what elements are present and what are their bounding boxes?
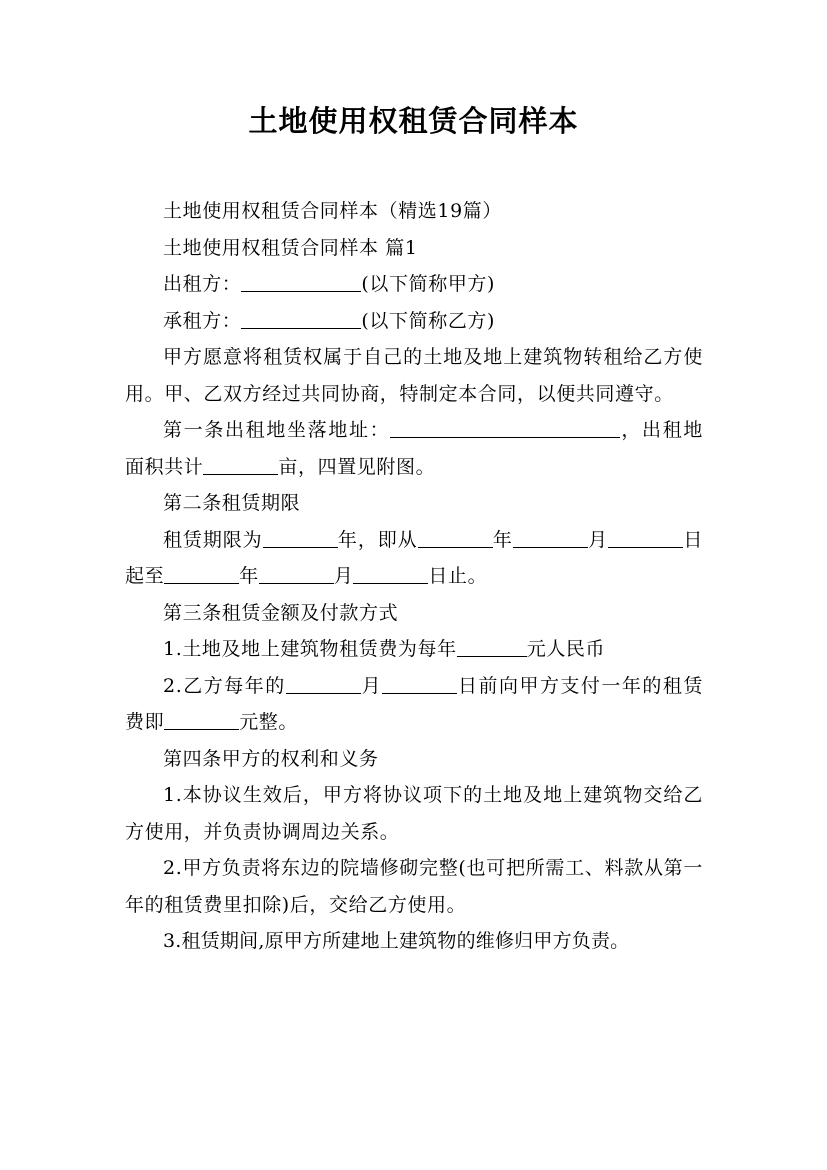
subtitle — [125, 193, 703, 230]
subtitle-text: 土地使用权租赁合同样本（精选19篇） — [163, 200, 502, 222]
article3-item2 — [125, 668, 703, 741]
article3-item2-text-c: 日前向甲方支付一年的租赁费即 — [125, 674, 703, 733]
article4-item1-text: 1.本协议生效后，甲方将协议项下的土地及地上建筑物交给乙方使用，并负责协调周边关系。 — [125, 784, 703, 843]
annual-fee-blank — [457, 637, 527, 657]
article3-item1 — [125, 631, 703, 668]
article2-text-g: 月 — [333, 565, 354, 587]
pay-month-blank — [286, 674, 361, 694]
article2-text-c: 年 — [492, 528, 513, 551]
lessee-line — [125, 303, 703, 340]
section-heading-text: 土地使用权租赁合同样本 篇1 — [163, 236, 418, 259]
intro-paragraph — [125, 339, 703, 412]
start-day-blank — [608, 528, 683, 548]
address-blank — [390, 418, 620, 438]
lessee-suffix: (以下简称乙方) — [361, 309, 496, 332]
article1-text-b: ，出租地面积共计 — [125, 419, 703, 478]
article4-heading-text: 第四条甲方的权利和义务 — [163, 747, 379, 770]
article3-heading — [125, 595, 703, 632]
article1-text-a: 第一条出租地坐落地址： — [163, 419, 391, 441]
article3-item2-text-d: 元整。 — [239, 711, 299, 733]
end-day-blank — [353, 564, 428, 584]
end-year-blank — [164, 564, 239, 584]
article3-item1-text-b: 元人民币 — [526, 638, 606, 660]
document-body — [125, 193, 703, 960]
article2-text-f: 年 — [239, 565, 259, 587]
article2-text-d: 月 — [587, 528, 609, 551]
article4-item2 — [125, 850, 703, 923]
article3-item2-text-a: 2.乙方每年的 — [163, 674, 286, 697]
start-year-blank — [418, 528, 493, 548]
lessor-label: 出租方： — [163, 273, 242, 295]
pay-amount-blank — [164, 710, 239, 730]
article1-paragraph — [125, 412, 703, 485]
article3-item1-text-a: 1.土地及地上建筑物租赁费为每年 — [163, 638, 457, 660]
article1-text-c: 亩，四置见附图。 — [278, 455, 436, 478]
area-blank — [203, 455, 278, 475]
lessee-label: 承租方： — [163, 309, 242, 332]
article3-heading-text: 第三条租赁金额及付款方式 — [163, 601, 399, 624]
article2-text-b: 年，即从 — [337, 528, 418, 551]
lessor-blank — [241, 272, 361, 292]
article2-paragraph — [125, 522, 703, 595]
article4-item2-text: 2.甲方负责将东边的院墙修砌完整(也可把所需工、料款从第一年的租赁费里扣除)后，交给乙方使用。 — [125, 857, 703, 916]
article2-text-e: 日起至 — [125, 528, 703, 587]
article3-item2-text-b: 月 — [360, 674, 383, 697]
article2-text-a: 租赁期限为 — [163, 528, 263, 551]
lessor-line — [125, 266, 703, 303]
end-month-blank — [259, 564, 334, 584]
term-years-blank — [263, 528, 338, 548]
section-heading — [125, 230, 703, 267]
article2-heading — [125, 485, 703, 522]
article4-heading — [125, 741, 703, 778]
article2-text-h: 日止。 — [428, 565, 488, 587]
lessee-blank — [241, 309, 361, 329]
start-month-blank — [513, 528, 588, 548]
article2-heading-text: 第二条租赁期限 — [163, 492, 301, 514]
lessor-suffix: (以下简称甲方) — [361, 273, 496, 295]
document-title: 土地使用权租赁合同样本 — [248, 104, 579, 138]
pay-day-blank — [382, 674, 457, 694]
article4-item1 — [125, 777, 703, 850]
intro-text: 甲方愿意将租赁权属于自己的土地及地上建筑物转租给乙方使用。甲、乙双方经过共同协商，特制定本合同，以便共同遵守。 — [125, 346, 703, 405]
article4-item3 — [125, 923, 703, 960]
article4-item3-text: 3.租赁期间,原甲方所建地上建筑物的维修归甲方负责。 — [163, 930, 630, 952]
